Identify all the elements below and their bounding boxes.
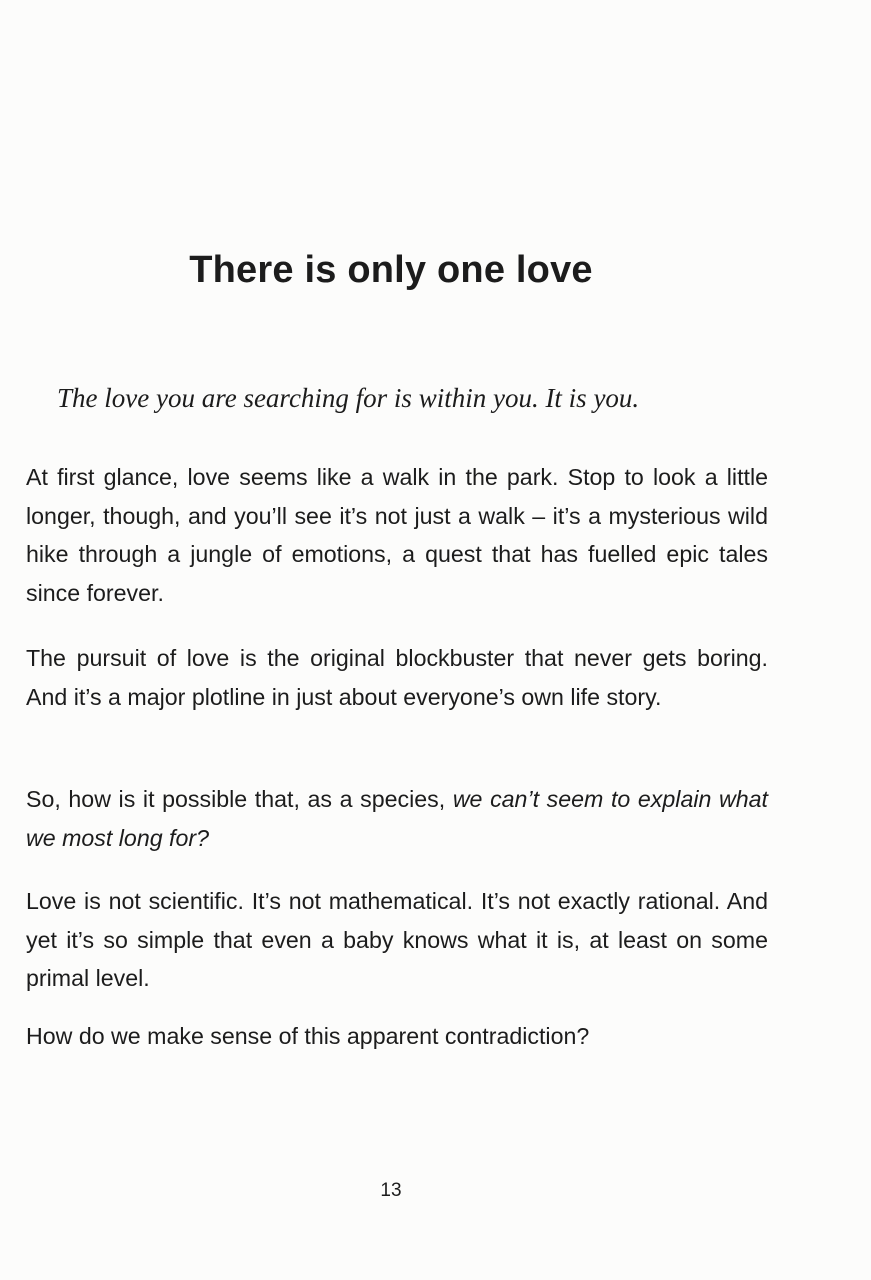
paragraph-3 xyxy=(26,780,768,857)
paragraph-3-emphasis: we can’t seem to explain what we most long for? xyxy=(26,786,768,851)
paragraph-1: At first glance, love seems like a walk in the park. Stop to look a little longer, though, and you’ll see it’s not just a walk – it’s a mysterious wild hike through a jungle of emotions, a quest that has fuelled epic tales since forever. xyxy=(26,464,768,606)
paragraph-4: Love is not scientific. It’s not mathematical. It’s not exactly rational. And yet it’s so simple that even a baby knows what it is, at least on some primal level. xyxy=(26,888,768,991)
epigraph-quote: The love you are searching for is within you. It is you. xyxy=(57,383,640,413)
paragraph-2: The pursuit of love is the original blockbuster that never gets boring. And it’s a major plotline in just about everyone’s own life story. xyxy=(26,645,768,710)
page-number: 13 xyxy=(380,1180,402,1201)
chapter-title: There is only one love xyxy=(189,249,593,291)
paragraph-5: How do we make sense of this apparent contradiction? xyxy=(26,1023,590,1049)
paragraph-3-text: So, how is it possible that, as a species, xyxy=(26,786,453,812)
